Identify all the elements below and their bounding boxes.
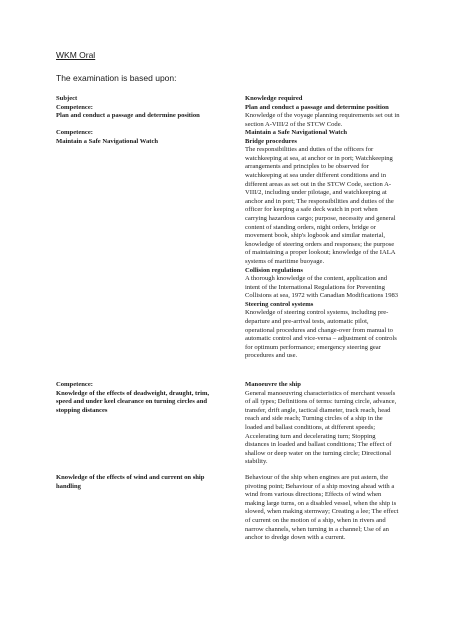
competence-text: Maintain a Safe Navigational Watch — [56, 137, 159, 145]
text-line: loaded and ballast conditions, at different speeds; — [245, 423, 376, 431]
section-heading: Collision regulations — [245, 266, 303, 274]
right-column-manoeuvre — [245, 381, 423, 467]
competence-line: stopping distances — [56, 406, 108, 414]
text-line: VIII/2, including under pilotage, and watchkeeping at — [245, 189, 387, 197]
text-line: automatic control and vice-versa – adjustment of controls — [245, 335, 397, 343]
collision-text — [245, 275, 423, 301]
text-line: pivoting point; Behaviour of a ship moving ahead with a — [245, 482, 395, 490]
text-line: shallow or deep water on the turning circle; Directional — [245, 449, 392, 457]
text-line: departure and pre-arrival tests, automatic pilot, — [245, 318, 369, 326]
text-line: content of standing orders, night orders, bridge or — [245, 223, 376, 231]
text-line: carrying hazardous cargo; purpose, necessity and general — [245, 214, 396, 222]
right-column-wind — [245, 474, 423, 543]
passage-text — [245, 112, 423, 129]
left-column-manoeuvre — [56, 381, 236, 415]
knowledge-line: Knowledge of the effects of wind and current on ship — [56, 474, 205, 481]
text-line: narrow channels, when turning in a channel; Use of an — [245, 525, 389, 533]
section-heading: Manoeuvre the ship — [245, 381, 301, 388]
intro-text: The examination is based upon: — [56, 73, 177, 83]
text-line: distances in loaded and ballast conditions; The effect of — [245, 441, 392, 449]
competence-label: Competence: — [56, 129, 93, 136]
text-line: knowledge of steering orders and responses; the purpose — [245, 240, 395, 248]
text-line: A thorough knowledge of the content, application and — [245, 275, 388, 283]
left-column-watch — [56, 129, 236, 146]
left-column-wind — [56, 474, 236, 491]
text-line: of maintaining a proper lookout; knowledge of the IALA — [245, 249, 396, 257]
competence-label: Competence: — [56, 381, 93, 388]
text-line: transfer, drift angle, tactical diameter, track reach, head — [245, 406, 391, 414]
right-column-watch — [245, 129, 423, 361]
bridge-text — [245, 146, 423, 266]
manoeuvre-text — [245, 390, 423, 467]
section-heading: Plan and conduct a passage and determine position — [245, 103, 389, 111]
text-line: wind from various directions; Effects of wind when — [245, 491, 382, 499]
text-line: of current on the motion of a ship, when in rivers and — [245, 516, 386, 524]
text-line: procedures and use. — [245, 352, 298, 360]
text-line: Knowledge of the voyage planning requirements set out in — [245, 112, 400, 120]
text-line: for optimum performance; emergency steering gear — [245, 343, 381, 351]
text-line: intent of the International Regulations for Preventing — [245, 283, 385, 291]
text-line: watchkeeping at sea, at anchor or in port; Watchkeeping — [245, 154, 393, 162]
competence-text: Plan and conduct a passage and determine position — [56, 112, 200, 120]
section-heading: Steering control systems — [245, 300, 314, 308]
text-line: watchkeeping at sea under different conditions and in — [245, 171, 387, 179]
text-line: stability. — [245, 458, 268, 466]
text-line: different areas as set out in the STCW Code, section A- — [245, 180, 392, 188]
text-line: Collisions at sea, 1972 with Canadian Modifications 1983 — [245, 292, 399, 300]
text-line: Knowledge of steering control systems, including pre- — [245, 309, 389, 317]
text-line: of all types; Definitions of terms: turning circle, advance, — [245, 398, 397, 406]
text-line: The responsibilities and duties of the officers for — [245, 146, 374, 154]
text-line: movement book, ship's logbook and similar material, — [245, 232, 386, 240]
competence-label: Competence: — [56, 103, 93, 111]
competence-line: Knowledge of the effects of deadweight, draught, trim, — [56, 389, 210, 397]
text-line: systems of maritime buoyage. — [245, 257, 325, 265]
text-line: General manoeuvring characteristics of merchant vessels — [245, 389, 396, 397]
text-line: Behaviour of the ship when engines are put astern, the — [245, 474, 389, 481]
text-line: operational procedures and change-over from manual to — [245, 326, 393, 334]
knowledge-line: handling — [56, 482, 81, 490]
wind-text — [245, 474, 423, 543]
section-heading: Bridge procedures — [245, 137, 297, 145]
text-line: anchor to dredge down with a current. — [245, 534, 346, 542]
text-line: section A-VIII/2 of the STCW Code. — [245, 120, 343, 128]
left-column-top — [56, 95, 236, 121]
section-heading: Maintain a Safe Navigational Watch — [245, 129, 348, 136]
document-title: WKM Oral — [56, 50, 96, 60]
text-line: slowed, when making sternway; Creating a lee; The effect — [245, 508, 399, 516]
text-line: Accelerating turn and decelerating turn; Stopping — [245, 432, 376, 440]
steering-text — [245, 309, 423, 361]
subject-header: Subject — [56, 95, 78, 102]
right-column-passage — [245, 95, 423, 129]
text-line: reach and side reach; Turning circles of a ship in the — [245, 415, 383, 423]
text-line: making large turns, on a disabled vessel, when the ship is — [245, 499, 397, 507]
text-line: arrangements and principles to be observed for — [245, 163, 369, 171]
text-line: officer for keeping a safe deck watch in port when — [245, 206, 378, 214]
knowledge-header: Knowledge required — [245, 95, 303, 102]
competence-line: speed and under keel clearance on turning circles and — [56, 398, 208, 406]
text-line: anchor and in port; The responsibilities and duties of the — [245, 197, 394, 205]
